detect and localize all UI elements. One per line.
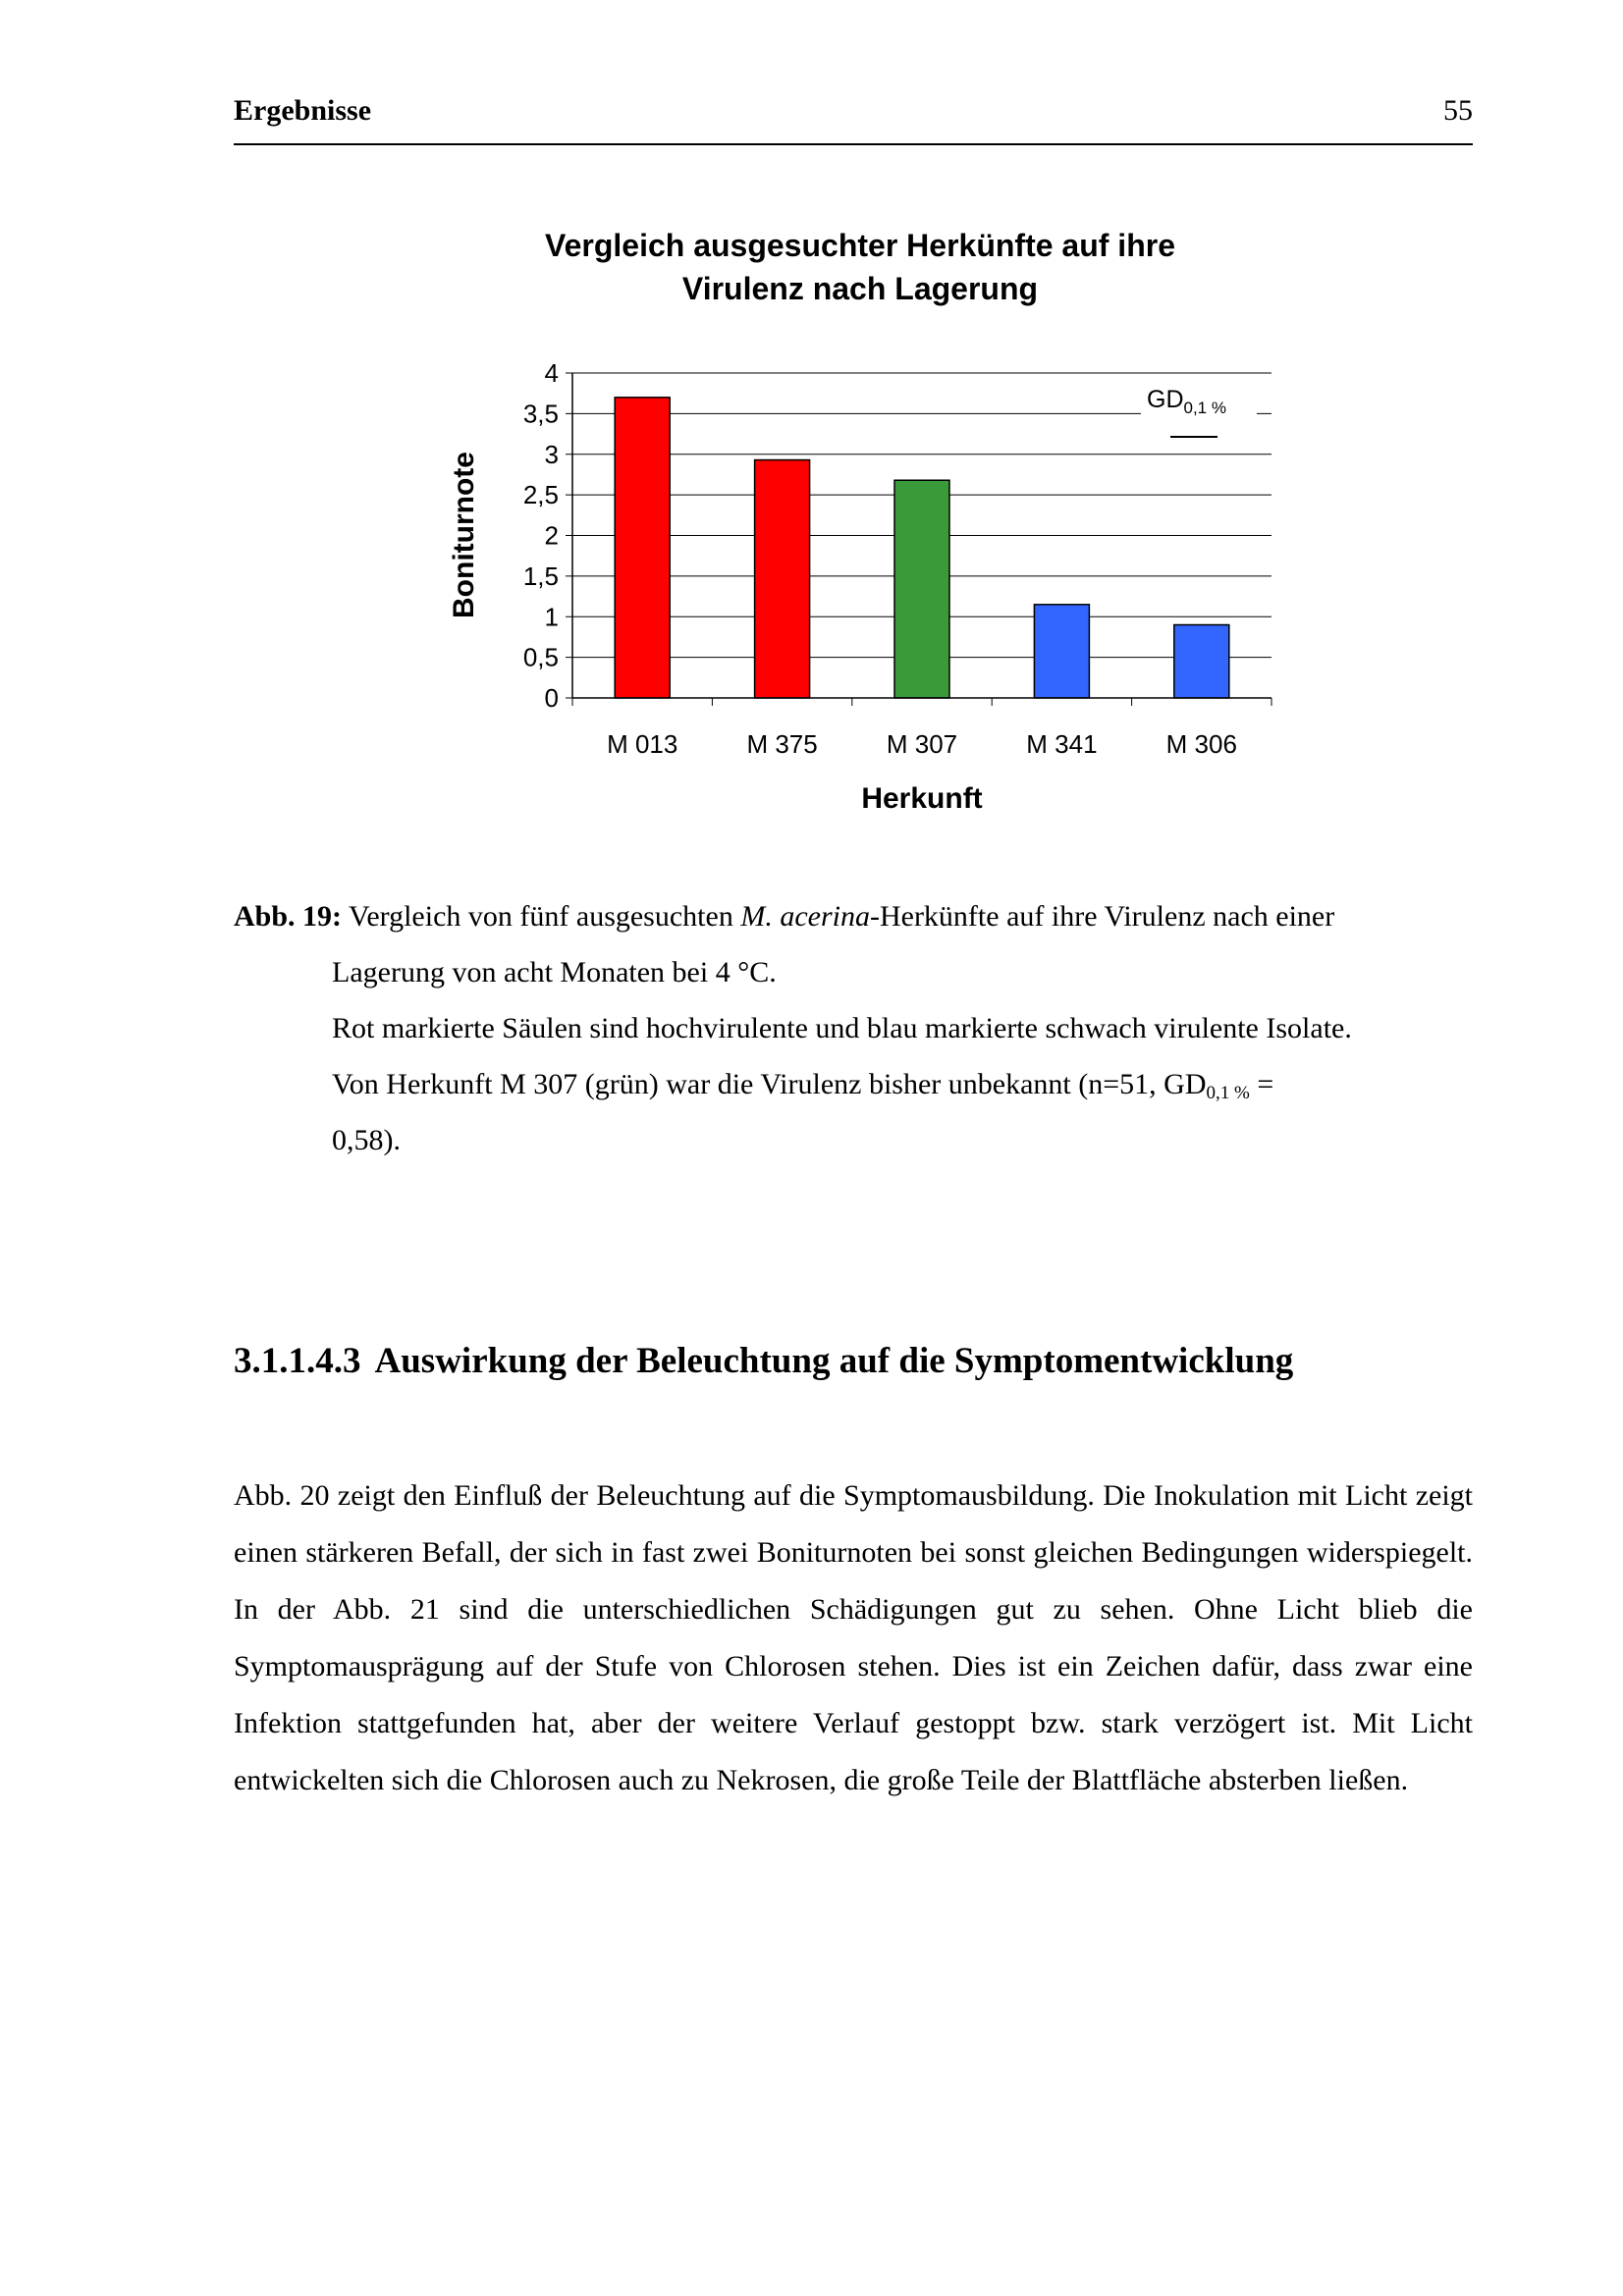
caption-line-4-subscript: 0,1 % xyxy=(1206,1083,1250,1103)
caption-species: M. acerina xyxy=(740,900,870,933)
x-tick-label: M 013 xyxy=(607,729,678,759)
x-tick-label: M 307 xyxy=(886,729,958,759)
page-header xyxy=(234,94,1473,145)
x-tick-labels xyxy=(607,729,1237,759)
y-axis-label: Boniturnote xyxy=(448,452,480,618)
bar-chart xyxy=(432,211,1296,839)
bar xyxy=(894,480,949,698)
gd-label-sub: 0,1 % xyxy=(1183,399,1226,417)
caption-line-4 xyxy=(234,1056,1473,1112)
gd-label-main: GD xyxy=(1147,386,1184,413)
y-tick-labels xyxy=(523,358,559,713)
y-tick-label: 2 xyxy=(544,520,559,551)
gd-label xyxy=(1147,386,1226,417)
caption-text-2: -Herkünfte auf ihre Virulenz nach einer xyxy=(869,900,1335,933)
caption-line-4-text: Von Herkunft M 307 (grün) war die Virulenz bisher unbekannt (n=51, GD xyxy=(332,1068,1207,1100)
caption-line-2: Lagerung von acht Monaten bei 4 °C. xyxy=(332,956,777,988)
y-tick-label: 4 xyxy=(544,358,559,388)
section-title: Auswirkung der Beleuchtung auf die Symptomentwicklung xyxy=(374,1341,1294,1381)
caption-label: Abb. 19: xyxy=(234,900,343,933)
y-tick-label: 1 xyxy=(544,602,559,632)
header-section-title: Ergebnisse xyxy=(234,94,372,127)
bar xyxy=(755,460,810,698)
x-axis-label: Herkunft xyxy=(861,782,983,815)
body-paragraph: Abb. 20 zeigt den Einfluß der Beleuchtung auf die Symptomausbildung. Die Inokulation mit Licht zeigt einen stärkeren Befall, der sich in fast zwei Boniturnoten bei sonst gleichen Bedingungen widerspiegelt. In der Abb. 21 sind die unterschiedlichen Schädigungen gut zu sehen. Ohne Licht blieb die Symptomausprägung auf der Stufe von Chlorosen stehen. Dies ist ein Zeichen dafür, dass zwar eine Infektion stattgefunden hat, aber der weitere Verlauf gestoppt bzw. stark verzögert ist. Mit Licht entwickelten sich die Chlorosen auch zu Nekrosen, die große Teile der Blattfläche absterben ließen. xyxy=(234,1479,1473,1796)
bar xyxy=(1034,605,1089,698)
chart-title-line-1: Vergleich ausgesuchter Herkünfte auf ihre xyxy=(545,228,1175,263)
gd-annotation xyxy=(1141,386,1257,437)
page-number: 55 xyxy=(1443,94,1473,127)
section-number: 3.1.1.4.3 xyxy=(234,1341,361,1381)
x-tick-label: M 341 xyxy=(1026,729,1098,759)
y-tick-label: 0,5 xyxy=(522,642,559,672)
section-heading xyxy=(234,1340,1293,1382)
y-tick-label: 1,5 xyxy=(522,561,559,591)
y-tick-label: 3,5 xyxy=(522,399,559,429)
bar xyxy=(615,398,670,698)
y-tick-label: 2,5 xyxy=(522,480,559,510)
caption-line-1 xyxy=(234,888,1473,944)
chart-title-line-2: Virulenz nach Lagerung xyxy=(681,271,1039,306)
x-tick-label: M 306 xyxy=(1165,729,1237,759)
x-tick-label: M 375 xyxy=(746,729,818,759)
bar xyxy=(1174,625,1229,698)
bars xyxy=(615,398,1229,698)
caption-line-5: 0,58). xyxy=(332,1124,401,1156)
caption-line-3: Rot markierte Säulen sind hochvirulente und blau markierte schwach virulente Isolate. xyxy=(332,1012,1352,1044)
y-tick-label: 3 xyxy=(544,439,559,469)
figure-caption xyxy=(234,888,1473,1168)
caption-line-4-end: = xyxy=(1249,1068,1274,1100)
y-tick-label: 0 xyxy=(544,683,559,713)
caption-text-1: Vergleich von fünf ausgesuchten xyxy=(342,900,741,933)
